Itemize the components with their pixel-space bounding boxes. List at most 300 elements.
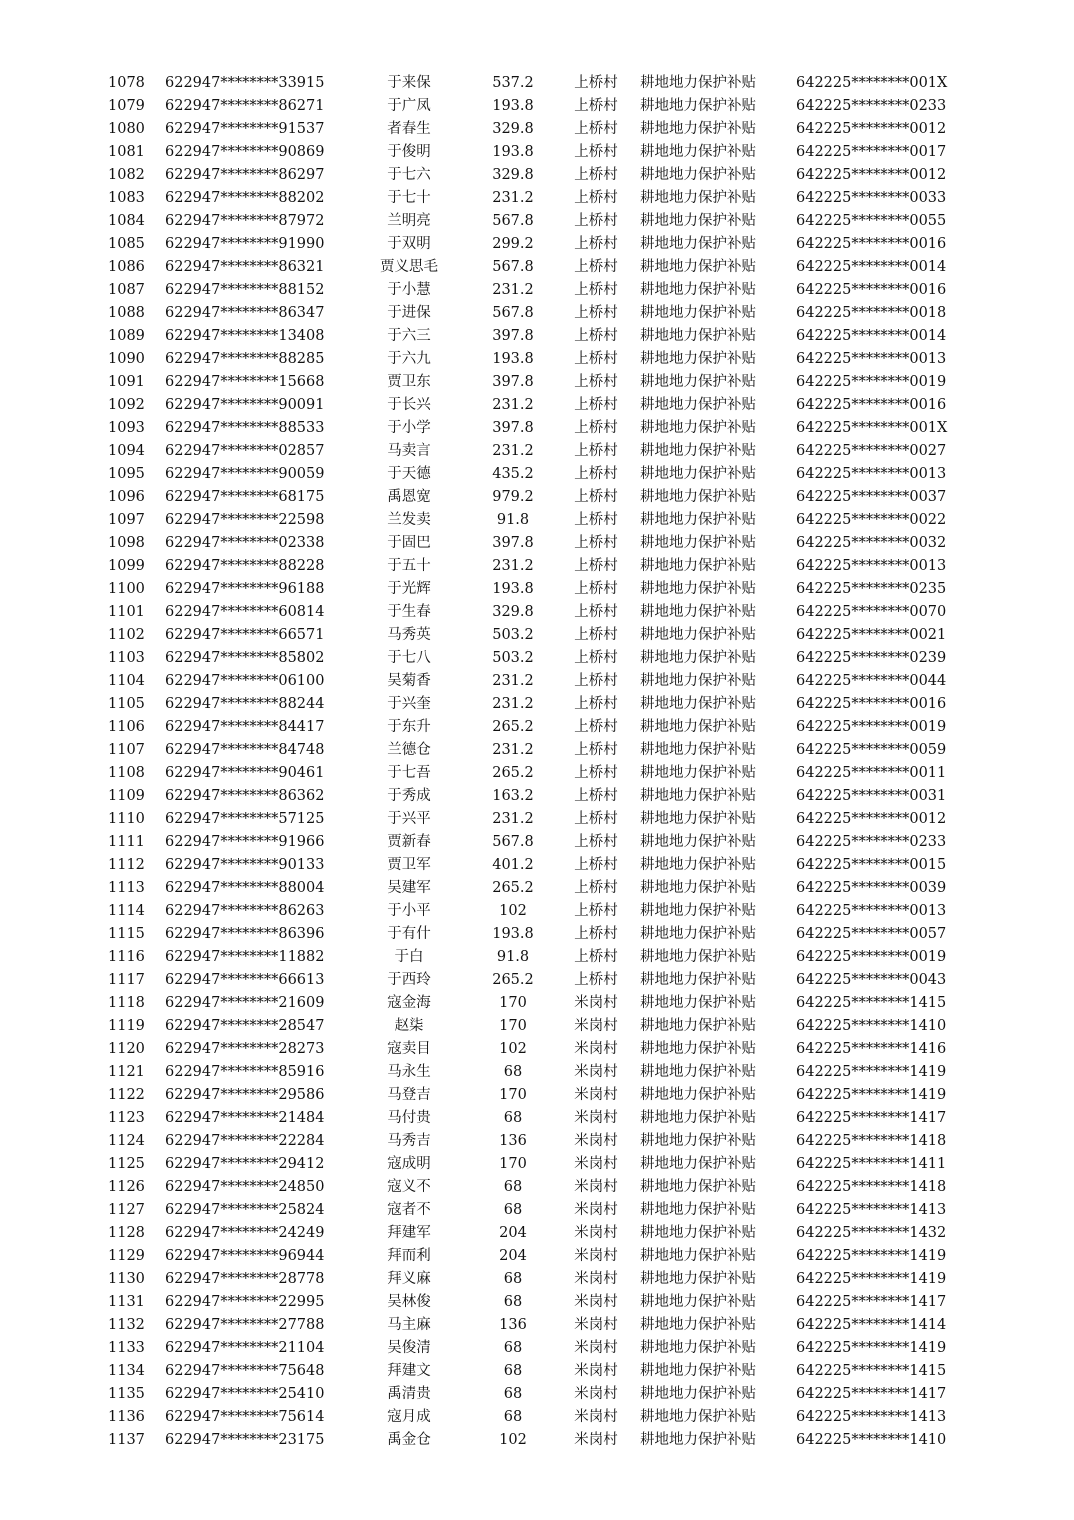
subsidy-amount: 397.8 (492, 420, 534, 436)
subsidy-type: 耕地地力保护补贴 (640, 466, 756, 482)
subsidy-amount: 193.8 (492, 351, 534, 367)
subsidy-amount: 68 (503, 1363, 523, 1379)
table-row (0, 900, 1074, 923)
subsidy-amount: 136 (499, 1317, 527, 1333)
subsidy-type: 耕地地力保护补贴 (640, 1133, 756, 1149)
subsidy-amount: 231.2 (492, 673, 534, 689)
subsidy-amount: 91.8 (496, 512, 530, 528)
subsidy-amount: 170 (499, 1156, 527, 1172)
table-row (0, 417, 1074, 440)
id-card-number: 642225********1417 (796, 1110, 947, 1126)
table-row (0, 532, 1074, 555)
table-row (0, 670, 1074, 693)
id-card-number: 642225********0031 (796, 788, 947, 804)
subsidy-type: 耕地地力保护补贴 (640, 558, 756, 574)
village: 米岗村 (574, 1363, 618, 1379)
subsidy-amount: 102 (499, 903, 527, 919)
id-card-number: 642225********0016 (796, 282, 947, 298)
table-row (0, 1061, 1074, 1084)
bank-card-number: 622947********85802 (165, 650, 325, 666)
subsidy-type: 耕地地力保护补贴 (640, 857, 756, 873)
recipient-name: 贾新春 (387, 834, 431, 850)
id-card-number: 642225********0233 (796, 98, 947, 114)
row-number: 1114 (108, 903, 145, 919)
recipient-name: 寇成明 (387, 1156, 431, 1172)
table-row (0, 1130, 1074, 1153)
row-number: 1090 (108, 351, 145, 367)
id-card-number: 642225********1411 (796, 1156, 947, 1172)
bank-card-number: 622947********21484 (165, 1110, 325, 1126)
village: 上桥村 (574, 397, 618, 413)
row-number: 1080 (108, 121, 145, 137)
table-row (0, 210, 1074, 233)
subsidy-amount: 329.8 (492, 604, 534, 620)
table-row (0, 72, 1074, 95)
id-card-number: 642225********0013 (796, 903, 947, 919)
village: 上桥村 (574, 811, 618, 827)
village: 上桥村 (574, 535, 618, 551)
subsidy-type: 耕地地力保护补贴 (640, 1248, 756, 1264)
village: 上桥村 (574, 305, 618, 321)
table-row (0, 1291, 1074, 1314)
subsidy-amount: 567.8 (492, 305, 534, 321)
subsidy-type: 耕地地力保护补贴 (640, 167, 756, 183)
table-row (0, 808, 1074, 831)
id-card-number: 642225********1418 (796, 1179, 947, 1195)
recipient-name: 贾义思毛 (380, 259, 438, 275)
recipient-name: 拜义麻 (387, 1271, 431, 1287)
village: 米岗村 (574, 1133, 618, 1149)
village: 上桥村 (574, 949, 618, 965)
table-row (0, 1107, 1074, 1130)
village: 米岗村 (574, 1156, 618, 1172)
id-card-number: 642225********1419 (796, 1064, 947, 1080)
subsidy-amount: 68 (503, 1409, 523, 1425)
row-number: 1126 (108, 1179, 145, 1195)
row-number: 1108 (108, 765, 145, 781)
subsidy-type: 耕地地力保护补贴 (640, 98, 756, 114)
table-row (0, 118, 1074, 141)
row-number: 1089 (108, 328, 145, 344)
id-card-number: 642225********1419 (796, 1087, 947, 1103)
recipient-name: 于小平 (387, 903, 431, 919)
row-number: 1109 (108, 788, 145, 804)
subsidy-type: 耕地地力保护补贴 (640, 1041, 756, 1057)
subsidy-amount: 265.2 (492, 972, 534, 988)
recipient-name: 禹金仓 (387, 1432, 431, 1448)
subsidy-amount: 537.2 (492, 75, 534, 91)
village: 上桥村 (574, 512, 618, 528)
recipient-name: 禹清贵 (387, 1386, 431, 1402)
id-card-number: 642225********0044 (796, 673, 947, 689)
subsidy-amount: 170 (499, 995, 527, 1011)
row-number: 1079 (108, 98, 145, 114)
id-card-number: 642225********0019 (796, 949, 947, 965)
row-number: 1091 (108, 374, 145, 390)
village: 米岗村 (574, 1317, 618, 1333)
table-row (0, 233, 1074, 256)
subsidy-type: 耕地地力保护补贴 (640, 236, 756, 252)
recipient-name: 于六九 (387, 351, 431, 367)
bank-card-number: 622947********88202 (165, 190, 325, 206)
table-row (0, 831, 1074, 854)
bank-card-number: 622947********91990 (165, 236, 325, 252)
row-number: 1083 (108, 190, 145, 206)
village: 上桥村 (574, 144, 618, 160)
bank-card-number: 622947********86271 (165, 98, 325, 114)
village: 上桥村 (574, 259, 618, 275)
village: 上桥村 (574, 880, 618, 896)
village: 上桥村 (574, 374, 618, 390)
subsidy-amount: 204 (499, 1225, 527, 1241)
village: 米岗村 (574, 1271, 618, 1287)
row-number: 1123 (108, 1110, 145, 1126)
subsidy-type: 耕地地力保护补贴 (640, 1156, 756, 1172)
row-number: 1115 (108, 926, 145, 942)
subsidy-table (0, 72, 1074, 1452)
table-row (0, 279, 1074, 302)
subsidy-type: 耕地地力保护补贴 (640, 121, 756, 137)
village: 上桥村 (574, 696, 618, 712)
bank-card-number: 622947********27788 (165, 1317, 325, 1333)
village: 米岗村 (574, 1018, 618, 1034)
row-number: 1133 (108, 1340, 145, 1356)
subsidy-amount: 231.2 (492, 742, 534, 758)
village: 上桥村 (574, 489, 618, 505)
id-card-number: 642225********0013 (796, 351, 947, 367)
row-number: 1128 (108, 1225, 145, 1241)
subsidy-amount: 231.2 (492, 397, 534, 413)
id-card-number: 642225********0012 (796, 811, 947, 827)
table-row (0, 1268, 1074, 1291)
recipient-name: 兰德仓 (387, 742, 431, 758)
recipient-name: 于双明 (387, 236, 431, 252)
bank-card-number: 622947********96188 (165, 581, 325, 597)
bank-card-number: 622947********90091 (165, 397, 325, 413)
subsidy-amount: 265.2 (492, 719, 534, 735)
recipient-name: 马秀英 (387, 627, 431, 643)
village: 上桥村 (574, 650, 618, 666)
recipient-name: 于有什 (387, 926, 431, 942)
subsidy-type: 耕地地力保护补贴 (640, 535, 756, 551)
table-row (0, 141, 1074, 164)
row-number: 1087 (108, 282, 145, 298)
village: 米岗村 (574, 1110, 618, 1126)
row-number: 1135 (108, 1386, 145, 1402)
id-card-number: 642225********1419 (796, 1271, 947, 1287)
bank-card-number: 622947********28778 (165, 1271, 325, 1287)
subsidy-type: 耕地地力保护补贴 (640, 926, 756, 942)
village: 米岗村 (574, 1248, 618, 1264)
id-card-number: 642225********0018 (796, 305, 947, 321)
table-row (0, 877, 1074, 900)
subsidy-type: 耕地地力保护补贴 (640, 604, 756, 620)
recipient-name: 马卖言 (387, 443, 431, 459)
table-row (0, 624, 1074, 647)
table-row (0, 1383, 1074, 1406)
village: 上桥村 (574, 834, 618, 850)
recipient-name: 吴俊清 (387, 1340, 431, 1356)
id-card-number: 642225********0013 (796, 558, 947, 574)
recipient-name: 于兴平 (387, 811, 431, 827)
village: 米岗村 (574, 1386, 618, 1402)
recipient-name: 贾卫东 (387, 374, 431, 390)
village: 米岗村 (574, 1179, 618, 1195)
table-row (0, 1337, 1074, 1360)
bank-card-number: 622947********25824 (165, 1202, 325, 1218)
recipient-name: 拜建文 (387, 1363, 431, 1379)
bank-card-number: 622947********29412 (165, 1156, 325, 1172)
bank-card-number: 622947********21609 (165, 995, 325, 1011)
subsidy-amount: 170 (499, 1018, 527, 1034)
recipient-name: 吴林俊 (387, 1294, 431, 1310)
village: 上桥村 (574, 581, 618, 597)
id-card-number: 642225********0235 (796, 581, 947, 597)
id-card-number: 642225********0014 (796, 328, 947, 344)
row-number: 1088 (108, 305, 145, 321)
village: 米岗村 (574, 1432, 618, 1448)
table-row (0, 1084, 1074, 1107)
subsidy-type: 耕地地力保护补贴 (640, 949, 756, 965)
subsidy-amount: 102 (499, 1432, 527, 1448)
village: 上桥村 (574, 857, 618, 873)
id-card-number: 642225********0055 (796, 213, 947, 229)
village: 上桥村 (574, 167, 618, 183)
recipient-name: 于五十 (387, 558, 431, 574)
id-card-number: 642225********1413 (796, 1202, 947, 1218)
table-row (0, 302, 1074, 325)
id-card-number: 642225********1417 (796, 1294, 947, 1310)
table-row (0, 463, 1074, 486)
recipient-name: 马永生 (387, 1064, 431, 1080)
subsidy-type: 耕地地力保护补贴 (640, 259, 756, 275)
id-card-number: 642225********1417 (796, 1386, 947, 1402)
subsidy-amount: 68 (503, 1386, 523, 1402)
row-number: 1111 (108, 834, 145, 850)
row-number: 1125 (108, 1156, 145, 1172)
village: 上桥村 (574, 558, 618, 574)
subsidy-amount: 401.2 (492, 857, 534, 873)
subsidy-type: 耕地地力保护补贴 (640, 328, 756, 344)
subsidy-amount: 68 (503, 1202, 523, 1218)
village: 上桥村 (574, 443, 618, 459)
subsidy-type: 耕地地力保护补贴 (640, 1340, 756, 1356)
table-row (0, 1429, 1074, 1452)
recipient-name: 寇者不 (387, 1202, 431, 1218)
row-number: 1120 (108, 1041, 145, 1057)
bank-card-number: 622947********90869 (165, 144, 325, 160)
row-number: 1107 (108, 742, 145, 758)
table-row (0, 762, 1074, 785)
subsidy-amount: 91.8 (496, 949, 530, 965)
bank-card-number: 622947********68175 (165, 489, 325, 505)
village: 米岗村 (574, 1409, 618, 1425)
id-card-number: 642225********001X (796, 420, 948, 436)
recipient-name: 于长兴 (387, 397, 431, 413)
recipient-name: 马付贵 (387, 1110, 431, 1126)
subsidy-amount: 102 (499, 1041, 527, 1057)
subsidy-amount: 265.2 (492, 880, 534, 896)
row-number: 1097 (108, 512, 145, 528)
bank-card-number: 622947********22284 (165, 1133, 325, 1149)
subsidy-type: 耕地地力保护补贴 (640, 673, 756, 689)
subsidy-amount: 329.8 (492, 121, 534, 137)
subsidy-amount: 329.8 (492, 167, 534, 183)
bank-card-number: 622947********90133 (165, 857, 325, 873)
row-number: 1098 (108, 535, 145, 551)
village: 上桥村 (574, 765, 618, 781)
table-row (0, 1015, 1074, 1038)
row-number: 1117 (108, 972, 145, 988)
subsidy-type: 耕地地力保护补贴 (640, 650, 756, 666)
subsidy-amount: 231.2 (492, 558, 534, 574)
subsidy-type: 耕地地力保护补贴 (640, 512, 756, 528)
subsidy-amount: 170 (499, 1087, 527, 1103)
id-card-number: 642225********0012 (796, 121, 947, 137)
row-number: 1129 (108, 1248, 145, 1264)
village: 米岗村 (574, 1041, 618, 1057)
row-number: 1086 (108, 259, 145, 275)
bank-card-number: 622947********11882 (165, 949, 325, 965)
table-row (0, 693, 1074, 716)
subsidy-amount: 68 (503, 1064, 523, 1080)
row-number: 1100 (108, 581, 145, 597)
id-card-number: 642225********1413 (796, 1409, 947, 1425)
bank-card-number: 622947********02857 (165, 443, 325, 459)
subsidy-type: 耕地地力保护补贴 (640, 1064, 756, 1080)
village: 上桥村 (574, 98, 618, 114)
bank-card-number: 622947********88004 (165, 880, 325, 896)
subsidy-type: 耕地地力保护补贴 (640, 1018, 756, 1034)
subsidy-amount: 567.8 (492, 213, 534, 229)
subsidy-amount: 193.8 (492, 926, 534, 942)
bank-card-number: 622947********25410 (165, 1386, 325, 1402)
subsidy-amount: 397.8 (492, 535, 534, 551)
row-number: 1136 (108, 1409, 145, 1425)
id-card-number: 642225********0013 (796, 466, 947, 482)
subsidy-amount: 193.8 (492, 581, 534, 597)
subsidy-amount: 567.8 (492, 259, 534, 275)
subsidy-type: 耕地地力保护补贴 (640, 788, 756, 804)
row-number: 1110 (108, 811, 145, 827)
subsidy-type: 耕地地力保护补贴 (640, 972, 756, 988)
id-card-number: 642225********1410 (796, 1018, 947, 1034)
bank-card-number: 622947********90059 (165, 466, 325, 482)
recipient-name: 寇金海 (387, 995, 431, 1011)
bank-card-number: 622947********96944 (165, 1248, 325, 1264)
subsidy-amount: 204 (499, 1248, 527, 1264)
subsidy-type: 耕地地力保护补贴 (640, 1386, 756, 1402)
id-card-number: 642225********0019 (796, 719, 947, 735)
subsidy-amount: 979.2 (492, 489, 534, 505)
subsidy-amount: 567.8 (492, 834, 534, 850)
table-row (0, 1360, 1074, 1383)
bank-card-number: 622947********28273 (165, 1041, 325, 1057)
row-number: 1130 (108, 1271, 145, 1287)
bank-card-number: 622947********75648 (165, 1363, 325, 1379)
id-card-number: 642225********0033 (796, 190, 947, 206)
bank-card-number: 622947********84417 (165, 719, 325, 735)
recipient-name: 吴菊香 (387, 673, 431, 689)
table-row (0, 555, 1074, 578)
subsidy-type: 耕地地力保护补贴 (640, 282, 756, 298)
bank-card-number: 622947********86321 (165, 259, 325, 275)
bank-card-number: 622947********22598 (165, 512, 325, 528)
row-number: 1093 (108, 420, 145, 436)
bank-card-number: 622947********66613 (165, 972, 325, 988)
village: 米岗村 (574, 1087, 618, 1103)
id-card-number: 642225********0037 (796, 489, 947, 505)
village: 米岗村 (574, 1225, 618, 1241)
village: 上桥村 (574, 328, 618, 344)
subsidy-type: 耕地地力保护补贴 (640, 190, 756, 206)
bank-card-number: 622947********88152 (165, 282, 325, 298)
subsidy-amount: 231.2 (492, 443, 534, 459)
subsidy-type: 耕地地力保护补贴 (640, 1225, 756, 1241)
subsidy-amount: 68 (503, 1271, 523, 1287)
village: 上桥村 (574, 788, 618, 804)
recipient-name: 于六三 (387, 328, 431, 344)
table-row (0, 1153, 1074, 1176)
bank-card-number: 622947********02338 (165, 535, 325, 551)
id-card-number: 642225********0011 (796, 765, 947, 781)
table-row (0, 785, 1074, 808)
bank-card-number: 622947********86263 (165, 903, 325, 919)
row-number: 1081 (108, 144, 145, 160)
bank-card-number: 622947********23175 (165, 1432, 325, 1448)
recipient-name: 于进保 (387, 305, 431, 321)
row-number: 1127 (108, 1202, 145, 1218)
subsidy-type: 耕地地力保护补贴 (640, 144, 756, 160)
subsidy-amount: 503.2 (492, 650, 534, 666)
subsidy-type: 耕地地力保护补贴 (640, 581, 756, 597)
table-row (0, 992, 1074, 1015)
subsidy-type: 耕地地力保护补贴 (640, 420, 756, 436)
id-card-number: 642225********1415 (796, 995, 947, 1011)
id-card-number: 642225********0022 (796, 512, 947, 528)
recipient-name: 于兴奎 (387, 696, 431, 712)
id-card-number: 642225********1419 (796, 1340, 947, 1356)
id-card-number: 642225********0021 (796, 627, 947, 643)
bank-card-number: 622947********13408 (165, 328, 325, 344)
id-card-number: 642225********0070 (796, 604, 947, 620)
recipient-name: 于广凤 (387, 98, 431, 114)
row-number: 1116 (108, 949, 145, 965)
subsidy-amount: 193.8 (492, 144, 534, 160)
id-card-number: 642225********0059 (796, 742, 947, 758)
recipient-name: 拜而利 (387, 1248, 431, 1264)
subsidy-type: 耕地地力保护补贴 (640, 1087, 756, 1103)
village: 米岗村 (574, 1202, 618, 1218)
bank-card-number: 622947********24249 (165, 1225, 325, 1241)
recipient-name: 贾卫军 (387, 857, 431, 873)
table-row (0, 95, 1074, 118)
table-row (0, 440, 1074, 463)
id-card-number: 642225********001X (796, 75, 948, 91)
recipient-name: 于天德 (387, 466, 431, 482)
row-number: 1134 (108, 1363, 145, 1379)
row-number: 1094 (108, 443, 145, 459)
bank-card-number: 622947********90461 (165, 765, 325, 781)
subsidy-amount: 231.2 (492, 190, 534, 206)
table-row (0, 509, 1074, 532)
bank-card-number: 622947********86297 (165, 167, 325, 183)
subsidy-type: 耕地地力保护补贴 (640, 1202, 756, 1218)
row-number: 1121 (108, 1064, 145, 1080)
table-row (0, 1199, 1074, 1222)
row-number: 1095 (108, 466, 145, 482)
bank-card-number: 622947********24850 (165, 1179, 325, 1195)
